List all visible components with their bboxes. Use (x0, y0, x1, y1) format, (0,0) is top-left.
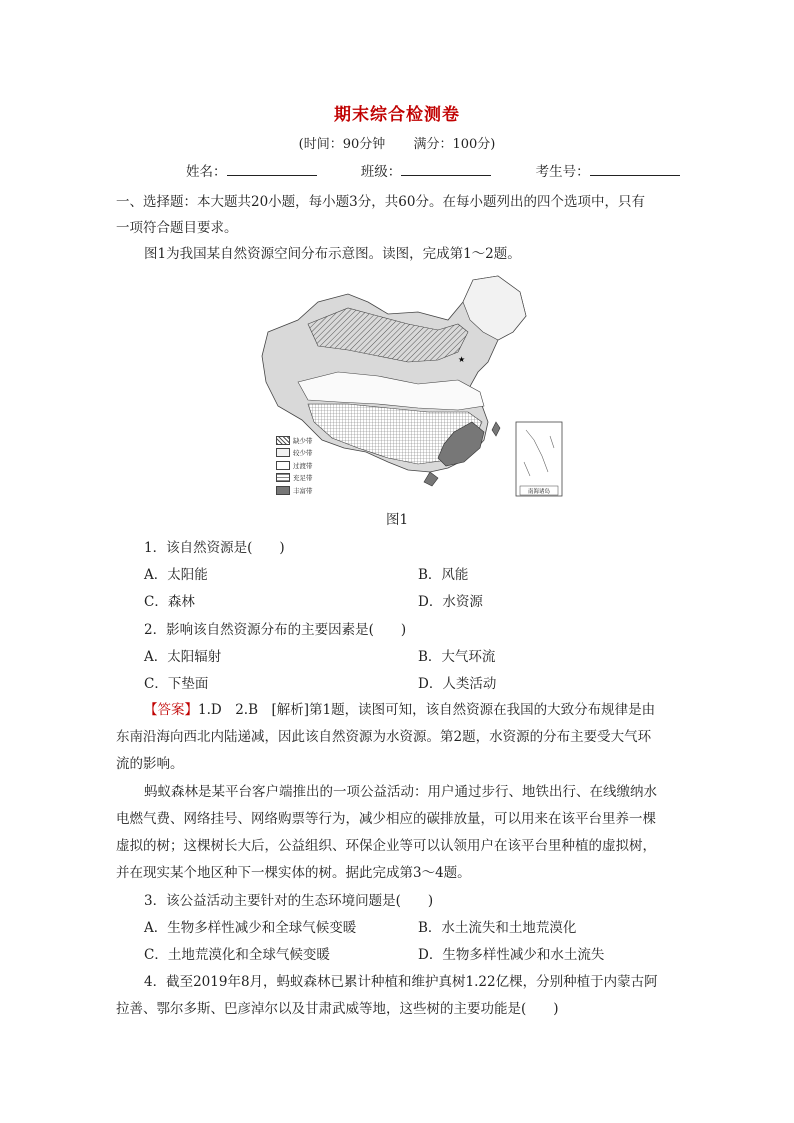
passage-line-1: 蚂蚁森林是某平台客户端推出的一项公益活动：用户通过步行、地铁出行、在线缴纳水 (144, 784, 657, 800)
question-4-line-1: 4．截至2019年8月，蚂蚁森林已累计种植和维护真树1.22亿棵，分别种植于内蒙古阿 (144, 974, 658, 990)
legend-item (276, 472, 313, 485)
q1-option-b: B．风能 (418, 567, 469, 583)
legend-swatch-white (276, 461, 290, 470)
class-blank (401, 163, 491, 176)
exam-no-label: 考生号： (535, 164, 590, 180)
q1-option-a: A．太阳能 (144, 567, 208, 583)
inset-label: 南海诸岛 (527, 489, 551, 495)
legend-item (276, 484, 313, 497)
q2-option-b: B．大气环流 (418, 649, 496, 665)
passage-line-2: 电燃气费、网络挂号、网络购票等行为，减少相应的碳排放量，可以用来在该平台里养一棵 (116, 811, 656, 827)
q2-option-a: A．太阳辐射 (144, 649, 222, 665)
answer-line-3: 流的影响。 (116, 756, 184, 772)
legend-item (276, 434, 313, 447)
legend-swatch-light (276, 448, 290, 457)
question-3-stem: 3．该公益活动主要针对的生态环境问题是( ) (144, 893, 434, 909)
south-china-sea-inset (516, 422, 562, 496)
legend-label: 缺少带 (293, 436, 313, 445)
q2-option-d: D．人类活动 (418, 676, 497, 692)
answer-line-1 (144, 698, 655, 718)
q3-option-a: A．生物多样性减少和全球气候变暖 (144, 920, 357, 936)
student-info (186, 160, 680, 180)
legend-swatch-hatch (276, 436, 290, 445)
legend-swatch-grid (276, 473, 290, 482)
section-instruction-cont: 一项符合题目要求。 (116, 220, 238, 236)
q2-option-c: C．下垫面 (144, 676, 209, 692)
exam-no-blank (590, 163, 680, 176)
legend-item (276, 459, 313, 472)
q1-option-d: D．水资源 (418, 594, 483, 610)
class-label: 班级： (360, 164, 402, 180)
passage-line-3: 虚拟的树；这棵树长大后，公益组织、环保企业等可以认领用户在该平台里种植的虚拟树， (116, 838, 656, 854)
figure-intro: 图1为我国某自然资源空间分布示意图。读图，完成第1～2题。 (144, 246, 521, 262)
answer-tag: 【答案】 (144, 702, 198, 718)
map-legend (276, 434, 313, 497)
answer-line-2: 东南沿海向西北内陆递减，因此该自然资源为水资源。第2题，水资源的分布主要受大气环 (116, 729, 652, 745)
question-1-stem: 1．该自然资源是( ) (144, 540, 285, 556)
full-score: 满分：100分) (413, 137, 496, 152)
legend-label: 充足带 (293, 474, 313, 483)
figure-caption: 图1 (385, 512, 409, 528)
legend-label: 较少带 (293, 449, 313, 458)
name-label: 姓名： (186, 164, 227, 180)
exam-meta (0, 133, 794, 152)
question-2-stem: 2．影响该自然资源分布的主要因素是( ) (144, 622, 407, 638)
legend-swatch-dark (276, 486, 290, 495)
question-4-line-2: 拉善、鄂尔多斯、巴彦淖尔以及甘肃武威等地，这些树的主要功能是( ) (116, 1001, 559, 1017)
page-title: 期末综合检测卷 (334, 105, 460, 125)
q3-option-c: C．土地荒漠化和全球气候变暖 (144, 947, 330, 963)
section-instruction: 一、选择题：本大题共20小题，每小题3分，共60分。在每小题列出的四个选项中，只有 (116, 194, 645, 210)
q1-option-c: C．森林 (144, 594, 195, 610)
legend-item (276, 447, 313, 460)
capital-star-icon: ★ (458, 355, 466, 364)
q3-option-d: D．生物多样性减少和水土流失 (418, 947, 605, 963)
legend-label: 丰富带 (293, 486, 313, 495)
passage-line-4: 并在现实某个地区种下一棵实体的树。据此完成第3～4题。 (116, 865, 471, 881)
answer-text: 1.D 2.B [解析]第1题，读图可知，该自然资源在我国的大致分布规律是由 (198, 702, 656, 718)
q3-option-b: B．水土流失和土地荒漠化 (418, 920, 577, 936)
time-limit: (时间：90分钟 (298, 137, 386, 152)
name-blank (227, 163, 317, 176)
legend-label: 过渡带 (293, 461, 313, 470)
